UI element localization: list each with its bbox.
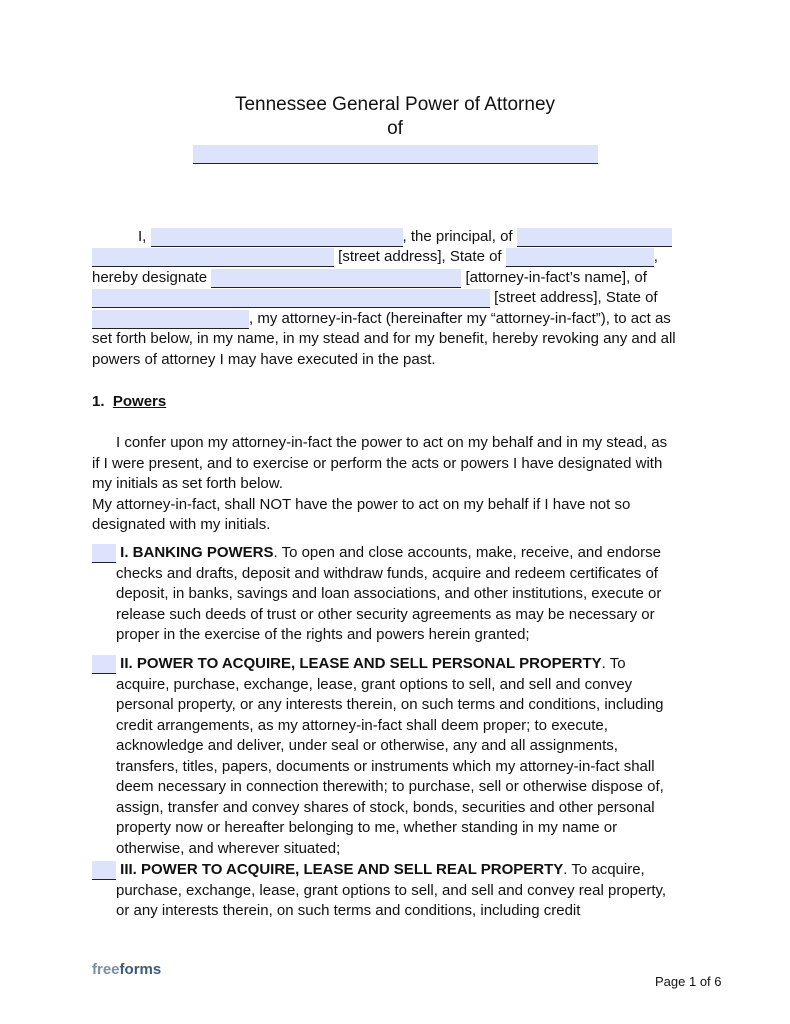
- intro-line-6: set forth below, in my name, in my stead and for my benefit, hereby revoking any and all: [92, 330, 676, 347]
- section-number: 1.: [92, 393, 105, 410]
- principal-street-field[interactable]: [92, 248, 334, 267]
- power-item-banking: I. BANKING POWERS. To open and close accounts, make, receive, and endorse: [92, 543, 661, 563]
- powers-paragraph-line: if I were present, and to exercise or perform the acts or powers I have designated with: [92, 455, 663, 472]
- power-text-line: transfers, titles, papers, documents or instruments which my attorney-in-fact shall: [116, 758, 655, 775]
- intro-line-2: [street address], State of ,: [92, 247, 658, 267]
- principal-state-field[interactable]: [506, 248, 654, 267]
- document-title: Tennessee General Power of Attorney: [234, 94, 556, 115]
- intro-line-4: [street address], State of: [92, 288, 658, 308]
- attorney-in-fact-state-field[interactable]: [92, 310, 249, 329]
- principal-name-field[interactable]: [193, 145, 598, 164]
- intro-line-3: hereby designate [attorney-in-fact’s name], of: [92, 269, 647, 286]
- document-title-of: of: [387, 118, 403, 139]
- initials-field[interactable]: [92, 544, 116, 563]
- power-item-personal-property: II. POWER TO ACQUIRE, LEASE AND SELL PERSONAL PROPERTY. To: [92, 654, 626, 674]
- power-text-line: or any interests therein, on such terms and conditions, including credit: [116, 902, 581, 919]
- principal-field[interactable]: [151, 228, 403, 247]
- intro-line-5: , my attorney-in-fact (hereinafter my “attorney-in-fact”), to act as: [92, 309, 671, 329]
- power-text-line: deem necessary in connection therewith; to purchase, sell or otherwise dispose of,: [116, 778, 664, 795]
- section-title: Powers: [112, 393, 167, 410]
- attorney-in-fact-name-field[interactable]: [211, 269, 461, 288]
- initials-field[interactable]: [92, 655, 116, 674]
- power-text-line: otherwise, and wherever situated;: [116, 840, 341, 857]
- intro-line-1: I, , the principal, of: [138, 227, 672, 247]
- power-text-line: checks and drafts, deposit and withdraw funds, acquire and redeem certificates of: [116, 565, 658, 582]
- section-heading: [92, 392, 166, 412]
- powers-paragraph-line: my initials as set forth below.: [92, 475, 283, 492]
- freeforms-logo: freeforms: [92, 961, 162, 978]
- power-text-line: purchase, exchange, lease, grant options to sell, and sell and convey real property,: [116, 882, 667, 899]
- initials-field[interactable]: [92, 861, 116, 880]
- power-item-real-property: III. POWER TO ACQUIRE, LEASE AND SELL REAL PROPERTY. To acquire,: [92, 860, 645, 880]
- power-text-line: assign, transfer and convey shares of stock, bonds, securities and other personal: [116, 799, 655, 816]
- principal-city-field[interactable]: [517, 228, 672, 247]
- power-text-line: personal property, or any interests therein, on such terms and conditions, including: [116, 696, 664, 713]
- power-text-line: release such deeds of trust or other security agreements as may be necessary or: [116, 606, 655, 623]
- power-text-line: acknowledge and deliver, under seal or otherwise, any and all assignments,: [116, 737, 618, 754]
- powers-paragraph-line: designated with my initials.: [92, 516, 271, 533]
- attorney-in-fact-street-field[interactable]: [92, 289, 490, 308]
- page-number: Page 1 of 6: [655, 974, 722, 989]
- intro-line-7: powers of attorney I may have executed in the past.: [92, 351, 436, 368]
- powers-paragraph-line: My attorney-in-fact, shall NOT have the power to act on my behalf if I have not so: [92, 496, 631, 513]
- power-text-line: proper in the exercise of the rights and powers herein granted;: [116, 626, 530, 643]
- powers-paragraph-line: I confer upon my attorney-in-fact the power to act on my behalf and in my stead, as: [116, 434, 668, 451]
- power-text-line: deposit, in banks, savings and loan associations, and other institutions, execute or: [116, 585, 662, 602]
- power-text-line: credit arrangements, as my attorney-in-fact shall deem proper; to execute,: [116, 717, 608, 734]
- power-text-line: acquire, purchase, exchange, lease, grant options to sell, and sell and convey: [116, 676, 633, 693]
- power-text-line: property now or hereafter belonging to me, whether standing in my name or: [116, 819, 618, 836]
